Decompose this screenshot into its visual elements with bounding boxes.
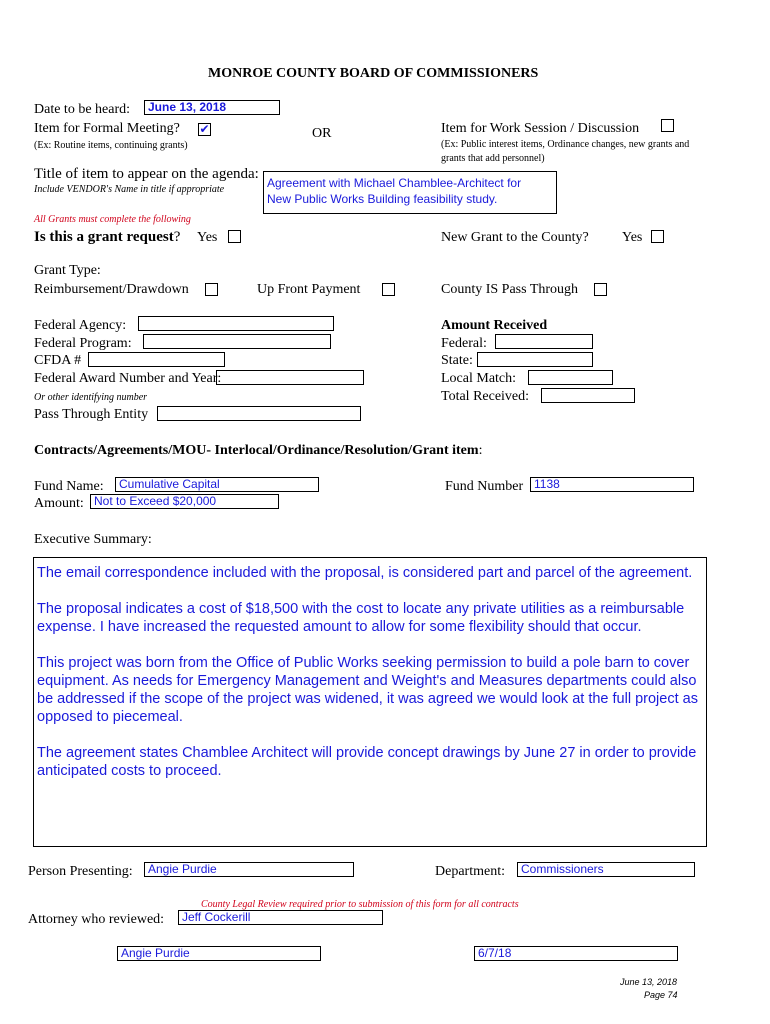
- agenda-title-line-2: New Public Works Building feasibility study.: [267, 192, 498, 206]
- contracts-heading: [34, 443, 482, 459]
- checkmark-icon: ✔: [199, 122, 210, 136]
- agenda-title-label: Title of item to appear on the agenda:: [34, 166, 259, 182]
- department-field[interactable]: Commissioners: [517, 862, 695, 877]
- attorney-label: Attorney who reviewed:: [28, 912, 165, 927]
- grant-request-suffix: ?: [173, 229, 181, 245]
- award-field[interactable]: [216, 370, 364, 385]
- formal-meeting-label: Item for Formal Meeting?: [34, 121, 180, 136]
- amount-field[interactable]: Not to Exceed $20,000: [90, 494, 279, 509]
- date-label: Date to be heard:: [34, 102, 131, 117]
- grant-request-question: [34, 229, 180, 246]
- person-presenting-label: Person Presenting:: [28, 864, 133, 879]
- fund-number-label: Fund Number: [445, 479, 524, 494]
- reimbursement-label: Reimbursement/Drawdown: [34, 282, 189, 297]
- person-presenting-field[interactable]: Angie Purdie: [144, 862, 354, 877]
- page-title: MONROE COUNTY BOARD OF COMMISSIONERS: [208, 66, 539, 81]
- summary-paragraph: The email correspondence included with the proposal, is considered part and parcel of the agreement.: [37, 565, 693, 581]
- executive-summary-label: Executive Summary:: [34, 532, 152, 547]
- date-field[interactable]: June 13, 2018: [144, 100, 280, 115]
- fund-name-field[interactable]: Cumulative Capital: [115, 477, 319, 492]
- federal-amount-field[interactable]: [495, 334, 593, 349]
- fund-number-field[interactable]: 1138: [530, 477, 694, 492]
- new-grant-yes-label: Yes: [622, 230, 643, 245]
- new-grant-label: New Grant to the County?: [441, 230, 589, 245]
- grant-type-label: Grant Type:: [34, 263, 101, 278]
- fund-name-label: Fund Name:: [34, 479, 104, 494]
- cfda-label: CFDA #: [34, 353, 82, 368]
- work-session-note-1: (Ex: Public interest items, Ordinance changes, new grants and: [441, 139, 690, 150]
- summary-paragraph: The agreement states Chamblee Architect will provide concept drawings by June 27 in order to provide anticipated costs to proceed.: [37, 745, 697, 779]
- work-session-label: Item for Work Session / Discussion: [441, 121, 640, 136]
- work-session-checkbox[interactable]: [661, 119, 674, 132]
- federal-agency-field[interactable]: [138, 316, 334, 331]
- vendor-note: Include VENDOR's Name in title if appropriate: [34, 184, 225, 195]
- federal-amount-label: Federal:: [441, 336, 487, 351]
- new-grant-yes-checkbox[interactable]: [651, 230, 664, 243]
- formal-meeting-checkbox[interactable]: [198, 123, 211, 136]
- upfront-checkbox[interactable]: [382, 283, 395, 296]
- amount-label: Amount:: [34, 496, 84, 511]
- contracts-heading-text: Contracts/Agreements/MOU- Interlocal/Ordinance/Resolution/Grant item: [34, 443, 479, 458]
- amount-received-label: Amount Received: [441, 318, 548, 333]
- attorney-field[interactable]: Jeff Cockerill: [178, 910, 383, 925]
- state-amount-label: State:: [441, 353, 473, 368]
- pass-entity-field[interactable]: [157, 406, 361, 421]
- summary-paragraph: This project was born from the Office of Public Works seeking permission to build a pole barn to cover equipment. As needs for Emergency Management and Weight's and Measures departments could also be addressed if the scope of the project was widened, it was agreed we would look at the full project as opposed to piecemeal.: [37, 655, 698, 725]
- or-label: OR: [312, 126, 332, 141]
- cfda-field[interactable]: [88, 352, 225, 367]
- federal-program-field[interactable]: [143, 334, 331, 349]
- local-match-field[interactable]: [528, 370, 613, 385]
- footer-date: June 13, 2018: [620, 977, 678, 987]
- grant-yes-checkbox[interactable]: [228, 230, 241, 243]
- footer-page-number: Page 74: [644, 990, 678, 1000]
- award-label: Federal Award Number and Year:: [34, 371, 222, 386]
- department-label: Department:: [435, 864, 505, 879]
- grant-yes-label: Yes: [197, 230, 218, 245]
- pass-entity-label: Pass Through Entity: [34, 407, 149, 422]
- formal-meeting-note: (Ex: Routine items, continuing grants): [34, 140, 188, 151]
- pass-through-label: County IS Pass Through: [441, 282, 579, 297]
- summary-paragraph: The proposal indicates a cost of $18,500 with the cost to locate any private utilities as a reimbursable expense. I have increased the requested amount to allow for some flexibility should that occur.: [37, 601, 685, 635]
- grant-request-label: Is this a grant request: [34, 229, 174, 245]
- executive-summary-field[interactable]: [33, 557, 707, 847]
- state-amount-field[interactable]: [477, 352, 593, 367]
- upfront-label: Up Front Payment: [257, 282, 361, 297]
- total-received-field[interactable]: [541, 388, 635, 403]
- signature-date-field[interactable]: 6/7/18: [474, 946, 678, 961]
- agenda-title-line-1: Agreement with Michael Chamblee-Architect for: [267, 176, 522, 190]
- all-grants-note: All Grants must complete the following: [34, 214, 191, 225]
- federal-agency-label: Federal Agency:: [34, 318, 127, 333]
- work-session-note-2: grants that add personnel): [441, 153, 545, 164]
- local-match-label: Local Match:: [441, 371, 517, 386]
- total-received-label: Total Received:: [441, 389, 530, 404]
- legal-review-note: County Legal Review required prior to submission of this form for all contracts: [201, 899, 519, 910]
- other-id-label: Or other identifying number: [34, 392, 148, 403]
- contracts-heading-suffix: :: [478, 443, 483, 458]
- signature-field[interactable]: Angie Purdie: [117, 946, 321, 961]
- pass-through-checkbox[interactable]: [594, 283, 607, 296]
- federal-program-label: Federal Program:: [34, 336, 132, 351]
- reimbursement-checkbox[interactable]: [205, 283, 218, 296]
- agenda-title-field[interactable]: [263, 171, 557, 214]
